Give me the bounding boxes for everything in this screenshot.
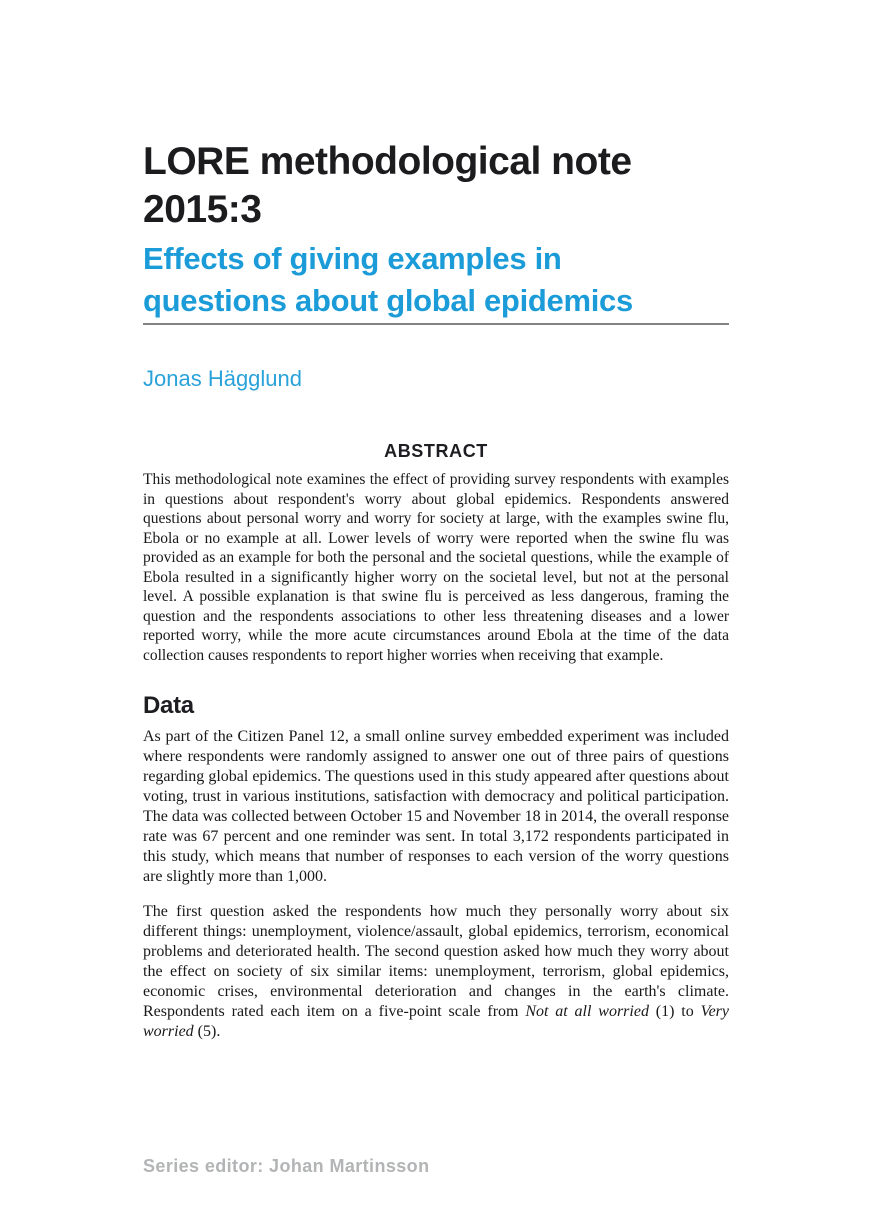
abstract-text: This methodological note examines the effect of providing survey respondents with examples in questions about respondent's worry about global epidemics. Respondents answered questions about personal worry and worry for society at large, with the examples swine flu, Ebola or no example at all. Lower levels of worry were reported when the swine flu was provided as an example for both the personal and the societal questions, while the example of Ebola resulted in a significantly higher worry on the societal level, but not at the personal level. A possible explanation is that swine flu is perceived as less dangerous, framing the question and the respondents associations to other less threatening diseases and a lower reported worry, while the more acute circumstances around Ebola at the time of the data collection causes respondents to report higher worries when receiving that example. [143,471,729,664]
divider-rule [143,323,729,325]
document-subtitle-line-2: questions about global epidemics [143,283,633,318]
document-title [143,138,729,234]
data-paragraph-1: As part of the Citizen Panel 12, a small online survey embedded experiment was included where respondents were randomly assigned to answer one out of three pairs of questions regarding global epidemics. The questions used in this study appeared after questions about voting, trust in various institutions, satisfaction with democracy and political participation. The data was collected between October 15 and November 18 in 2014, the overall response rate was 67 percent and one reminder was sent. In total 3,172 respondents participated in this study, which means that number of responses to each version of the worry questions are slightly more than 1,000. [143,728,730,885]
author-name: Jonas Hägglund [143,366,303,391]
data-paragraph-2: The first question asked the respondents how much they personally worry about six different things: unemployment, violence/assault, global epidemics, terrorism, economical problems and deteriorated health. The second question asked how much they worry about the effect on society of six similar items: unemployment, terrorism, global epidemics, economic crises, environmental deterioration and changes in the earth's climate. Respondents rated each item on a five-point scale from Not at all worried (1) to Very worried (5). [143,903,730,1040]
document-subtitle-line-1: Effects of giving examples in [143,241,562,276]
document-title-line-2: 2015:3 [143,188,262,231]
section-heading-data: Data [143,692,194,719]
document-subtitle [143,238,729,322]
document-title-line-1: LORE methodological note [143,140,632,183]
series-editor-note: Series editor: Johan Martinsson [143,1156,430,1176]
abstract-heading: ABSTRACT [384,441,488,461]
